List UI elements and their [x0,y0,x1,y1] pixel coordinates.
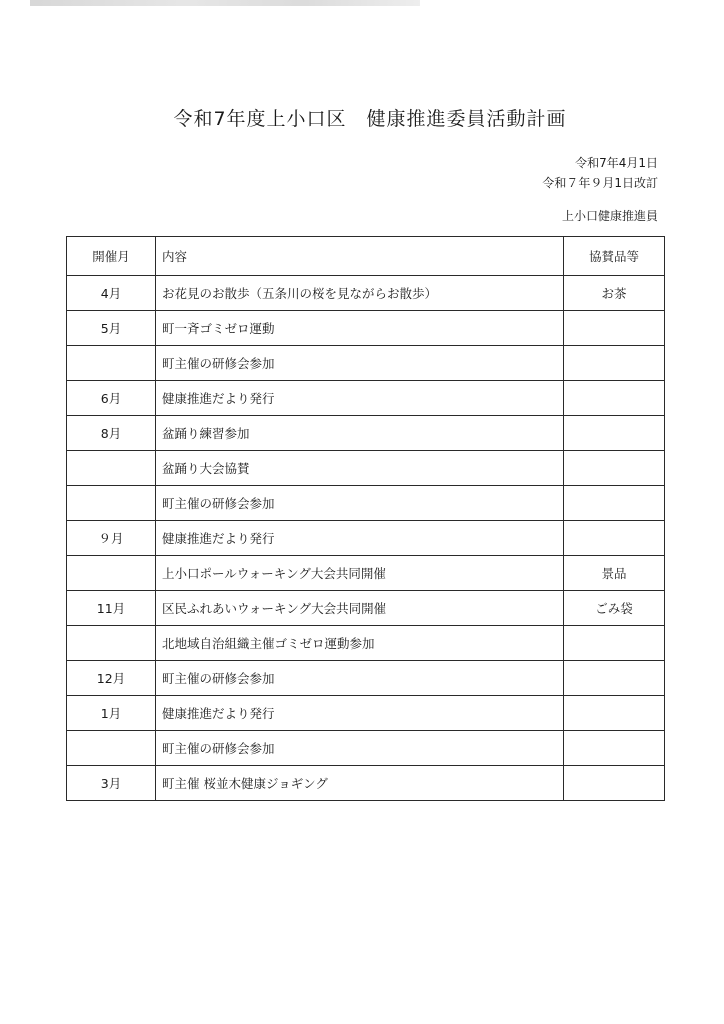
revision-date: 令和７年９月1日改訂 [542,176,658,190]
month-cell: 4月 [67,276,156,311]
content-cell: 盆踊り練習参加 [156,416,564,451]
content-cell: 区民ふれあいウォーキング大会共同開催 [156,591,564,626]
item-cell [564,381,665,416]
issue-date: 令和7年4月1日 [575,156,658,170]
activity-plan-table [66,236,665,801]
table-row [67,731,665,766]
item-cell [564,766,665,801]
content-cell: お花見のお散歩（五条川の桜を見ながらお散歩） [156,276,564,311]
column-header-month: 開催月 [67,237,156,276]
table-row [67,556,665,591]
table-row [67,416,665,451]
content-cell: 盆踊り大会協賛 [156,451,564,486]
table-row [67,521,665,556]
item-cell: お茶 [564,276,665,311]
table-row [67,696,665,731]
item-cell [564,661,665,696]
month-cell [67,626,156,661]
item-cell [564,346,665,381]
table-row [67,661,665,696]
column-header-items: 協賛品等 [564,237,665,276]
month-cell: 12月 [67,661,156,696]
content-cell: 上小口ポールウォーキング大会共同開催 [156,556,564,591]
item-cell: ごみ袋 [564,591,665,626]
content-cell: 町主催の研修会参加 [156,731,564,766]
month-cell [67,556,156,591]
page-title: 令和7年度上小口区 健康推進委員活動計画 [173,108,567,130]
table-row [67,591,665,626]
author-label: 上小口健康推進員 [561,209,658,223]
table-row [67,381,665,416]
date-block [542,153,658,193]
item-cell [564,451,665,486]
item-cell [564,626,665,661]
content-cell: 健康推進だより発行 [156,696,564,731]
month-cell: 3月 [67,766,156,801]
table-row [67,346,665,381]
content-cell: 町主催の研修会参加 [156,661,564,696]
table-row [67,451,665,486]
table-row [67,276,665,311]
item-cell [564,416,665,451]
content-cell: 町主催の研修会参加 [156,486,564,521]
item-cell [564,731,665,766]
month-cell: 5月 [67,311,156,346]
content-cell: 北地域自治組織主催ゴミゼロ運動参加 [156,626,564,661]
item-cell [564,696,665,731]
item-cell [564,486,665,521]
table-row [67,486,665,521]
content-cell: 町一斉ゴミゼロ運動 [156,311,564,346]
content-cell: 健康推進だより発行 [156,521,564,556]
month-cell [67,451,156,486]
table-row [67,311,665,346]
month-cell [67,731,156,766]
month-cell [67,486,156,521]
table-header-row [67,237,665,276]
content-cell: 町主催 桜並木健康ジョギング [156,766,564,801]
content-cell: 健康推進だより発行 [156,381,564,416]
column-header-content: 内容 [156,237,564,276]
month-cell: 8月 [67,416,156,451]
month-cell [67,346,156,381]
month-cell: 1月 [67,696,156,731]
content-cell: 町主催の研修会参加 [156,346,564,381]
month-cell: ９月 [67,521,156,556]
month-cell: 6月 [67,381,156,416]
item-cell [564,311,665,346]
item-cell [564,521,665,556]
scan-header-artifact [30,0,420,6]
month-cell: 11月 [67,591,156,626]
table-row [67,626,665,661]
item-cell: 景品 [564,556,665,591]
table-row [67,766,665,801]
